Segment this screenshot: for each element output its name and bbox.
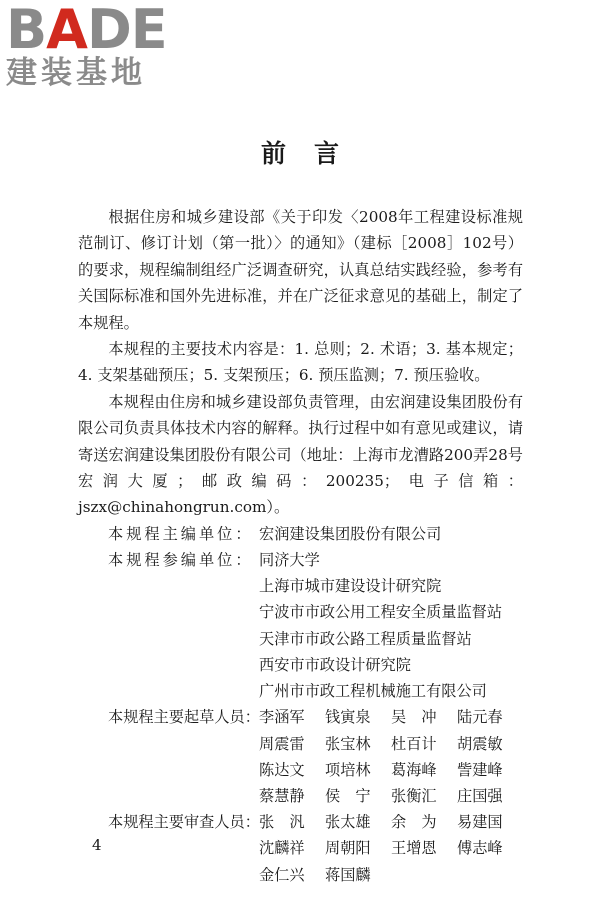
- paragraph-3: 本规程由住房和城乡建设部负责管理，由宏润建设集团股份有限公司负责具体技术内容的解释。执行过程中如有意见或建议，请寄送宏润建设集团股份有限公司（地址：上海市龙漕路200弄28号宏润大厦；邮政编码：200235；电子信箱：jszx@chinahongrun.com）。: [78, 392, 523, 517]
- person-name: 周朝阳: [325, 839, 371, 858]
- watermark-logo: [6, 2, 181, 90]
- reviewers-row: [78, 809, 523, 888]
- participating-units-list: [259, 547, 523, 704]
- participating-unit: 宁波市市政公用工程安全质量监督站: [259, 603, 502, 622]
- person-name: 庄国强: [457, 786, 503, 805]
- page-number: 4: [92, 836, 102, 854]
- chief-unit-row: [78, 521, 523, 547]
- reviewers-list: [259, 809, 523, 888]
- name-row: [259, 704, 523, 730]
- person-name: 吴 冲: [391, 708, 437, 727]
- person-name: 金仁兴: [259, 865, 305, 884]
- person-name: 侯 宁: [325, 786, 371, 805]
- person-name: 葛海峰: [391, 760, 437, 779]
- person-name: 杜百计: [391, 734, 437, 753]
- person-name: 沈麟祥: [259, 839, 305, 858]
- person-name: 余 为: [391, 813, 437, 832]
- name-row: [259, 862, 523, 888]
- person-name: 李涵军: [259, 708, 305, 727]
- chief-unit-value: 宏润建设集团股份有限公司: [259, 524, 442, 543]
- person-name: 陈达文: [259, 760, 305, 779]
- person-name: 王增恩: [391, 839, 437, 858]
- paragraph-1: 根据住房和城乡建设部《关于印发〈2008年工程建设标准规范制订、修订计划（第一批）〉的通知》（建标［2008］102号）的要求，规程编制组经广泛调查研究，认真总结实践经验，参考有关国际标准和国外先进标准，并在广泛征求意见的基础上，制定了本规程。: [78, 208, 523, 332]
- logo-accent-letter: A: [46, 0, 87, 61]
- person-name: 张 汎: [259, 813, 305, 832]
- logo-en: BADE: [6, 0, 167, 61]
- name-row: [259, 731, 523, 757]
- participating-unit: 同济大学: [259, 551, 320, 570]
- name-row: [259, 783, 523, 809]
- participating-unit: 西安市市政设计研究院: [259, 655, 411, 674]
- reviewers-label: 本规程主要审查人员：: [108, 813, 260, 832]
- paragraph-2: 本规程的主要技术内容是：1. 总则；2. 术语；3. 基本规定；4. 支架基础预压；5. 支架预压；6. 预压监测；7. 预压验收。: [78, 340, 523, 385]
- person-name: 胡震敏: [457, 734, 503, 753]
- person-name: 张宝林: [325, 734, 371, 753]
- name-row: [259, 809, 523, 835]
- drafters-row: [78, 704, 523, 809]
- person-name: 钱寅泉: [325, 708, 371, 727]
- participating-units-label: 本规程参编单位：: [108, 551, 254, 570]
- person-name: 项培林: [325, 760, 371, 779]
- person-name: 易建国: [457, 813, 503, 832]
- participating-unit: 天津市市政公路工程质量监督站: [259, 629, 472, 648]
- participating-units-row: [78, 547, 523, 704]
- person-name: 傅志峰: [457, 839, 503, 858]
- drafters-list: [259, 704, 523, 809]
- person-name: 张衡汇: [391, 786, 437, 805]
- chief-unit-label: 本规程主编单位：: [108, 524, 254, 543]
- page-title: 前言: [260, 139, 367, 168]
- person-name: 訾建峰: [457, 760, 503, 779]
- drafters-label: 本规程主要起草人员：: [108, 708, 260, 727]
- person-name: 周震雷: [259, 734, 305, 753]
- person-name: 蒋国麟: [325, 865, 371, 884]
- name-row: [259, 835, 523, 861]
- person-name: 蔡慧静: [259, 786, 305, 805]
- logo-cn: 建装基地: [6, 55, 146, 91]
- participating-unit: 广州市市政工程机械施工有限公司: [259, 682, 487, 701]
- person-name: 张太雄: [325, 813, 371, 832]
- document-body: [78, 204, 523, 888]
- name-row: [259, 757, 523, 783]
- participating-unit: 上海市城市建设设计研究院: [259, 577, 442, 596]
- person-name: 陆元春: [457, 708, 503, 727]
